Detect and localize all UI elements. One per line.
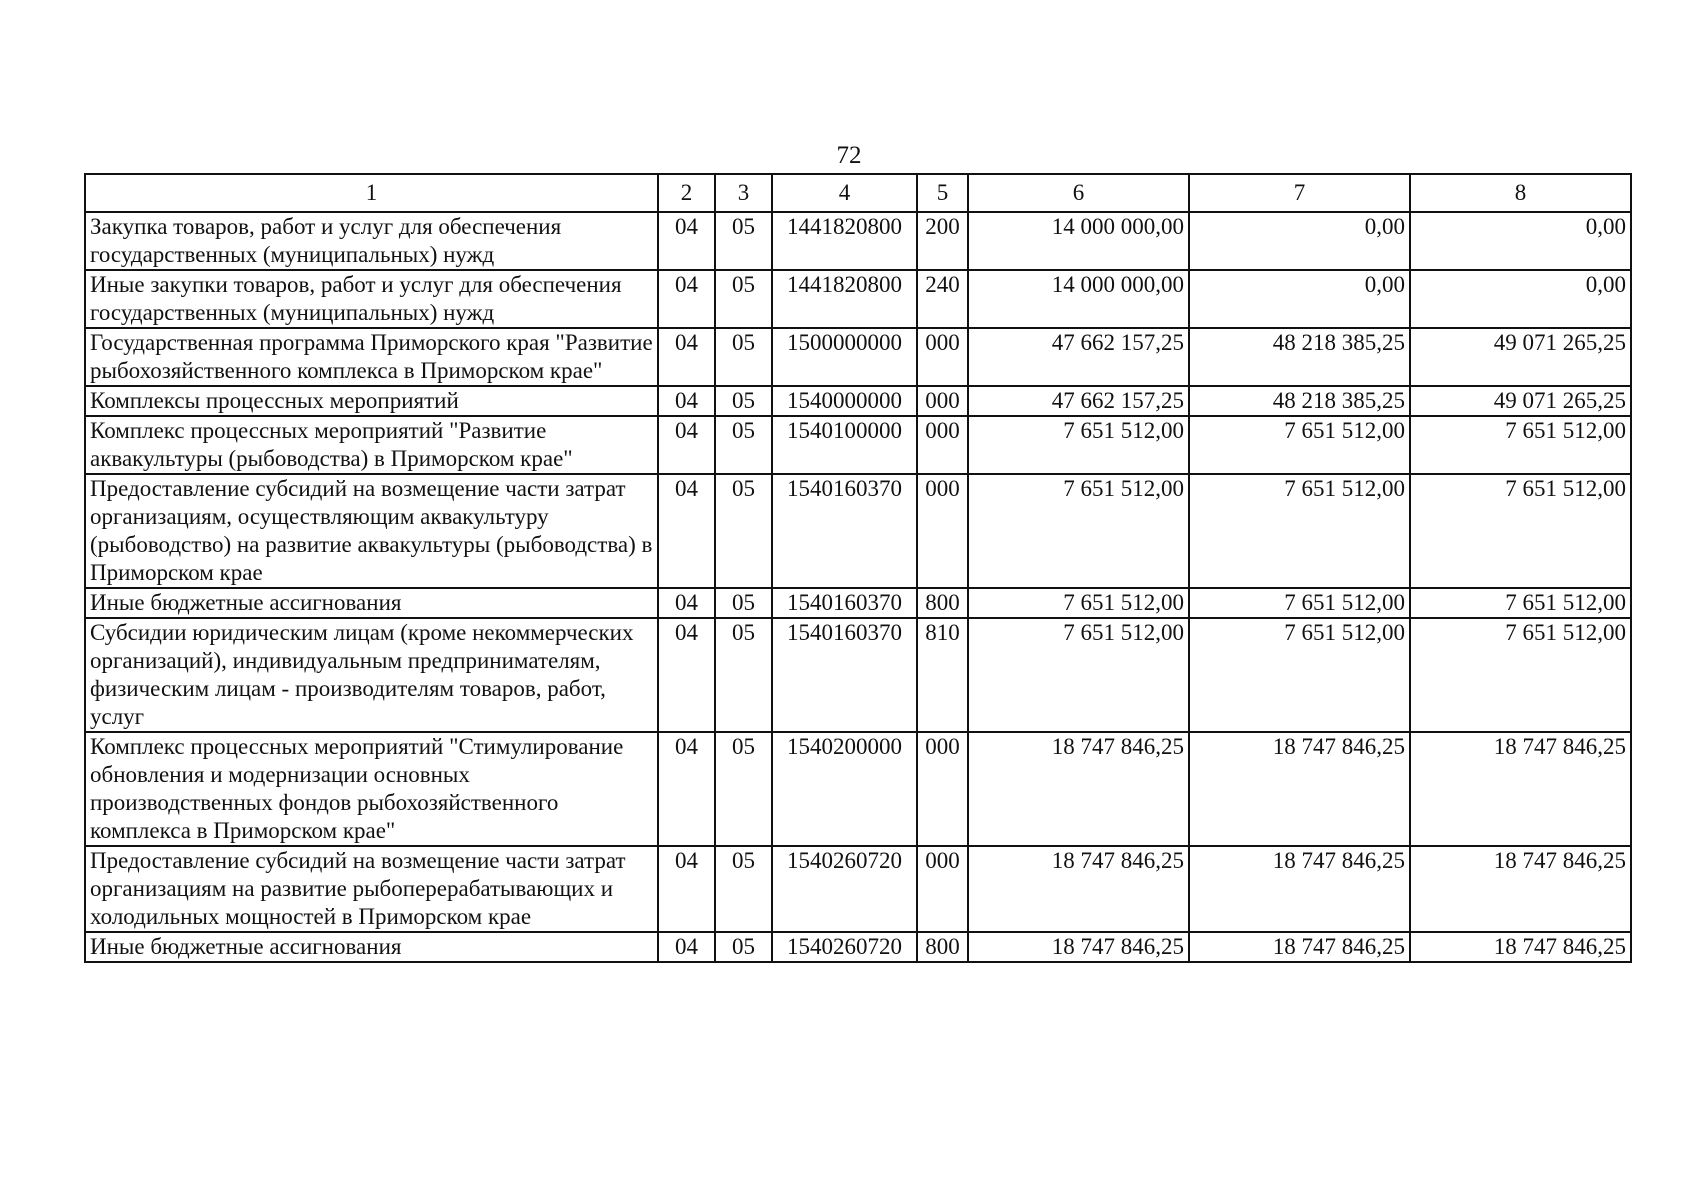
row-amount-col7-cell: 7 651 512,00 (1189, 618, 1410, 732)
row-amount-col8-cell: 7 651 512,00 (1410, 588, 1631, 618)
row-target-article-cell: 1540160370 (772, 618, 917, 732)
row-target-article-cell: 1540160370 (772, 588, 917, 618)
header-col-4: 4 (772, 174, 917, 212)
header-col-3: 3 (715, 174, 772, 212)
row-amount-col8-cell: 7 651 512,00 (1410, 618, 1631, 732)
row-amount-col6-cell: 7 651 512,00 (968, 416, 1189, 474)
row-amount-col7-cell: 7 651 512,00 (1189, 588, 1410, 618)
row-name-cell: Иные бюджетные ассигнования (85, 588, 658, 618)
header-col-8: 8 (1410, 174, 1631, 212)
row-subsection-cell: 05 (715, 846, 772, 932)
row-name-cell: Комплекс процессных мероприятий "Развитие аквакультуры (рыбоводства) в Приморском крае" (85, 416, 658, 474)
row-name-cell: Комплекс процессных мероприятий "Стимулирование обновления и модернизации основных производственных фондов рыбохозяйственного комплекса в Приморском крае" (85, 732, 658, 846)
row-amount-col7-cell: 7 651 512,00 (1189, 474, 1410, 588)
header-col-7: 7 (1189, 174, 1410, 212)
table-row (85, 588, 1631, 618)
row-section-cell: 04 (658, 212, 715, 270)
row-section-cell: 04 (658, 588, 715, 618)
row-name-cell: Иные закупки товаров, работ и услуг для обеспечения государственных (муниципальных) нужд (85, 270, 658, 328)
table-row (85, 328, 1631, 386)
row-expense-type-cell: 000 (917, 846, 968, 932)
row-subsection-cell: 05 (715, 618, 772, 732)
row-name-cell: Предоставление субсидий на возмещение части затрат организациям на развитие рыбоперерабатывающих и холодильных мощностей в Приморском крае (85, 846, 658, 932)
row-subsection-cell: 05 (715, 270, 772, 328)
row-target-article-cell: 1540000000 (772, 386, 917, 416)
row-section-cell: 04 (658, 416, 715, 474)
row-name-cell: Иные бюджетные ассигнования (85, 932, 658, 962)
row-amount-col8-cell: 18 747 846,25 (1410, 932, 1631, 962)
row-section-cell: 04 (658, 846, 715, 932)
row-subsection-cell: 05 (715, 588, 772, 618)
row-expense-type-cell: 800 (917, 588, 968, 618)
row-expense-type-cell: 240 (917, 270, 968, 328)
row-amount-col8-cell: 49 071 265,25 (1410, 328, 1631, 386)
row-amount-col8-cell: 0,00 (1410, 212, 1631, 270)
row-name-cell: Государственная программа Приморского края "Развитие рыбохозяйственного комплекса в Приморском крае" (85, 328, 658, 386)
row-amount-col6-cell: 47 662 157,25 (968, 328, 1189, 386)
table-header (85, 174, 1631, 212)
table-row (85, 386, 1631, 416)
row-subsection-cell: 05 (715, 932, 772, 962)
row-section-cell: 04 (658, 474, 715, 588)
row-subsection-cell: 05 (715, 386, 772, 416)
row-subsection-cell: 05 (715, 328, 772, 386)
row-amount-col6-cell: 7 651 512,00 (968, 588, 1189, 618)
row-amount-col7-cell: 18 747 846,25 (1189, 846, 1410, 932)
row-expense-type-cell: 000 (917, 416, 968, 474)
row-amount-col8-cell: 0,00 (1410, 270, 1631, 328)
budget-table (84, 173, 1632, 963)
row-subsection-cell: 05 (715, 212, 772, 270)
row-target-article-cell: 1540160370 (772, 474, 917, 588)
table-row (85, 416, 1631, 474)
row-subsection-cell: 05 (715, 416, 772, 474)
table-row (85, 932, 1631, 962)
row-amount-col8-cell: 7 651 512,00 (1410, 474, 1631, 588)
table-row (85, 270, 1631, 328)
row-amount-col7-cell: 7 651 512,00 (1189, 416, 1410, 474)
row-section-cell: 04 (658, 732, 715, 846)
row-subsection-cell: 05 (715, 732, 772, 846)
row-amount-col6-cell: 18 747 846,25 (968, 932, 1189, 962)
header-col-2: 2 (658, 174, 715, 212)
row-amount-col7-cell: 18 747 846,25 (1189, 732, 1410, 846)
row-amount-col6-cell: 14 000 000,00 (968, 270, 1189, 328)
row-expense-type-cell: 000 (917, 328, 968, 386)
row-expense-type-cell: 200 (917, 212, 968, 270)
row-amount-col6-cell: 14 000 000,00 (968, 212, 1189, 270)
row-section-cell: 04 (658, 618, 715, 732)
row-name-cell: Закупка товаров, работ и услуг для обеспечения государственных (муниципальных) нужд (85, 212, 658, 270)
row-amount-col6-cell: 18 747 846,25 (968, 846, 1189, 932)
row-amount-col7-cell: 48 218 385,25 (1189, 386, 1410, 416)
page-number: 72 (836, 142, 862, 169)
header-col-6: 6 (968, 174, 1189, 212)
table-row (85, 618, 1631, 732)
row-expense-type-cell: 000 (917, 732, 968, 846)
row-target-article-cell: 1540100000 (772, 416, 917, 474)
row-amount-col7-cell: 0,00 (1189, 270, 1410, 328)
row-amount-col7-cell: 18 747 846,25 (1189, 932, 1410, 962)
row-target-article-cell: 1441820800 (772, 212, 917, 270)
row-name-cell: Субсидии юридическим лицам (кроме некоммерческих организаций), индивидуальным предпринимателям, физическим лицам - производителям товаров, работ, услуг (85, 618, 658, 732)
table-body (85, 212, 1631, 962)
row-amount-col8-cell: 7 651 512,00 (1410, 416, 1631, 474)
row-section-cell: 04 (658, 270, 715, 328)
row-name-cell: Комплексы процессных мероприятий (85, 386, 658, 416)
row-section-cell: 04 (658, 932, 715, 962)
table-row (85, 846, 1631, 932)
table-row (85, 732, 1631, 846)
row-name-cell: Предоставление субсидий на возмещение части затрат организациям, осуществляющим аквакультуру (рыбоводство) на развитие аквакультуры (рыбоводства) в Приморском крае (85, 474, 658, 588)
row-amount-col8-cell: 49 071 265,25 (1410, 386, 1631, 416)
header-col-1: 1 (85, 174, 658, 212)
table-row (85, 474, 1631, 588)
row-expense-type-cell: 810 (917, 618, 968, 732)
row-section-cell: 04 (658, 328, 715, 386)
row-subsection-cell: 05 (715, 474, 772, 588)
row-amount-col7-cell: 48 218 385,25 (1189, 328, 1410, 386)
header-col-5: 5 (917, 174, 968, 212)
row-target-article-cell: 1540260720 (772, 846, 917, 932)
row-amount-col6-cell: 47 662 157,25 (968, 386, 1189, 416)
row-section-cell: 04 (658, 386, 715, 416)
row-amount-col6-cell: 18 747 846,25 (968, 732, 1189, 846)
row-target-article-cell: 1441820800 (772, 270, 917, 328)
row-target-article-cell: 1540200000 (772, 732, 917, 846)
row-amount-col7-cell: 0,00 (1189, 212, 1410, 270)
header-row (85, 174, 1631, 212)
row-amount-col6-cell: 7 651 512,00 (968, 474, 1189, 588)
row-target-article-cell: 1540260720 (772, 932, 917, 962)
table-row (85, 212, 1631, 270)
row-amount-col6-cell: 7 651 512,00 (968, 618, 1189, 732)
row-amount-col8-cell: 18 747 846,25 (1410, 846, 1631, 932)
row-expense-type-cell: 800 (917, 932, 968, 962)
row-expense-type-cell: 000 (917, 386, 968, 416)
row-amount-col8-cell: 18 747 846,25 (1410, 732, 1631, 846)
row-expense-type-cell: 000 (917, 474, 968, 588)
row-target-article-cell: 1500000000 (772, 328, 917, 386)
